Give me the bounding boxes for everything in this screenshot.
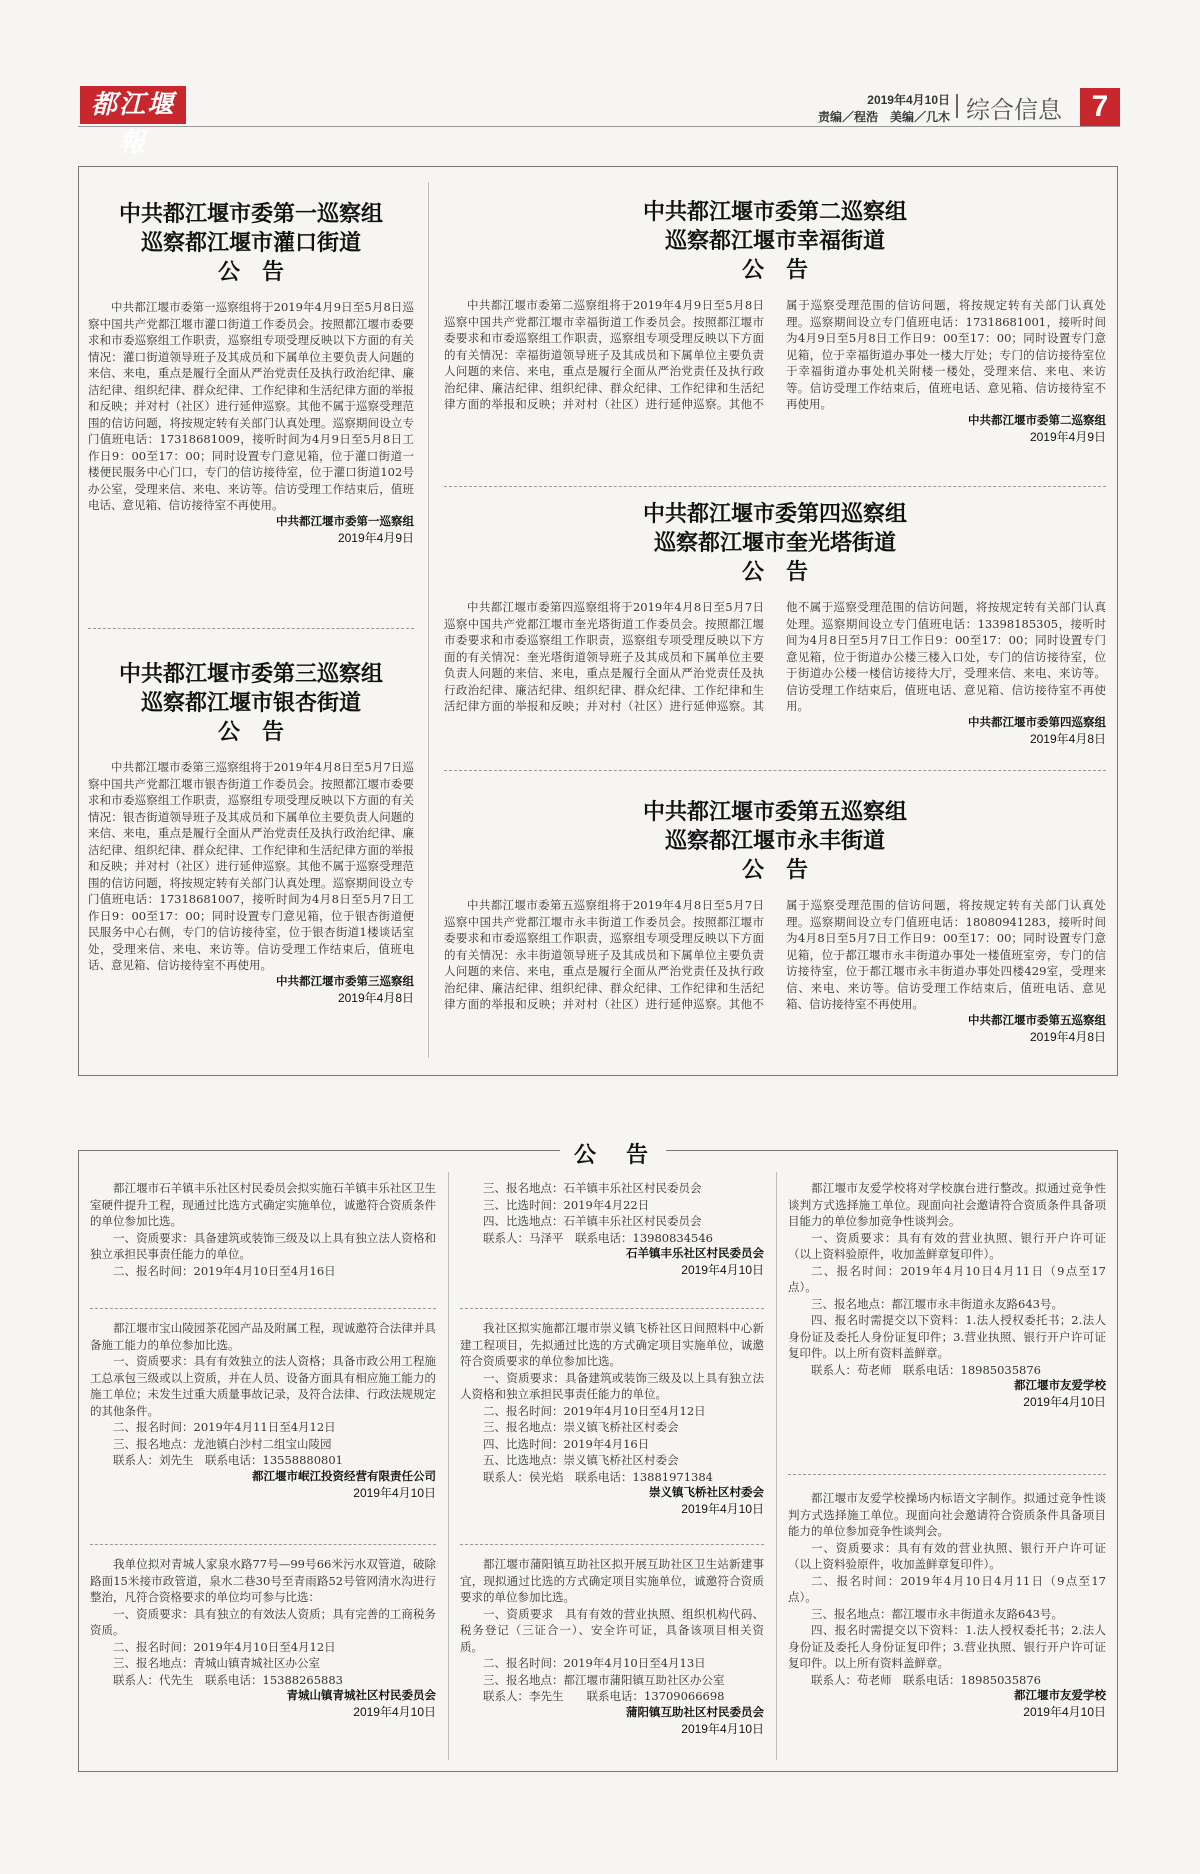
notice-date: 2019年4月9日 — [1029, 429, 1106, 444]
notice-date: 2019年4月8日 — [1029, 1029, 1106, 1044]
ad-line: 二、报名时间：2019年4月10日4月11日（9点至17点）。 — [788, 1573, 1106, 1604]
notice-fifth-inspection — [444, 798, 1106, 1045]
ad-line: 我社区拟实施都江堰市崇义镇飞桥社区日间照料中心新建工程项目，先拟通过比选的方式确定项目实施单位，诚邀符合资质要求的单位参加比选。 — [460, 1321, 764, 1368]
section-name: 综合信息 — [966, 96, 1062, 124]
notice-signer: 中共都江堰市委第三巡察组 — [276, 975, 414, 988]
notice-label: 公 告 — [217, 259, 284, 285]
ad-youai-flag-platform — [788, 1180, 1106, 1410]
ad-signer: 石羊镇丰乐社区村民委员会 — [626, 1248, 764, 1260]
ad-date: 2019年4月10日 — [1023, 1395, 1106, 1409]
announcements-title: 公 告 — [560, 1138, 666, 1169]
notice-title: 中共都江堰市委第三巡察组 — [118, 661, 383, 687]
ad-line: 二、报名时间：2019年4月10日至4月16日 — [113, 1263, 336, 1278]
ad-date: 2019年4月10日 — [681, 1502, 764, 1516]
ad-line: 四、报名时需提交以下资料：1.法人授权委托书；2.法人身份证及委托人身份证复印件；3.营业执照、银行开户许可证复印件。以上所有资料盖鲜章。 — [788, 1623, 1106, 1670]
ad-date: 2019年4月10日 — [1023, 1705, 1106, 1719]
notice-date: 2019年4月9日 — [337, 530, 414, 545]
page-number: 7 — [1080, 88, 1120, 126]
ad-line: 都江堰市友爱学校将对学校旗台进行整改。拟通过竞争性谈判方式选择施工单位。现面向社会邀请符合资质条件具备项目能力的单位参加竞争性谈判会。 — [788, 1181, 1106, 1228]
notice-body: 中共都江堰市委第五巡察组将于2019年4月8日至5月7日巡察中国共产党都江堰市永丰街道工作委员会。按照都江堰市委要求和市委巡察组工作职责，巡察组专项受理反映以下方面的有关情况：永丰街道领导班子及其成员和下属单位主要负责人问题的来信、来电，重点是履行全面从严治党责任及执行政治纪律、廉洁纪律、组织纪律、群众纪律、工作纪律和生活纪律方面的举报和反映；并对村（社区）进行延伸巡察。其他不属于巡察受理范围的信访问题，将按规定转有关部门认真处理。巡察期间设立专门值班电话：18080941283，接听时间为4月8日至5月7日工作日9：00至17：00；同时设置专门意见箱，位于都江堰市永丰街道办事处一楼值班室旁，专门的信访接待室，位于都江堰市永丰街道办事处四楼429室，受理来信、来电、来访等。信访受理工作结束后，值班电话、意见箱、信访接待室不再使用。 — [444, 898, 1106, 1011]
ad-separator — [788, 1474, 1106, 1475]
ad-line: 二、报名时间：2019年4月10日至4月12日 — [113, 1639, 336, 1654]
notice-separator — [444, 486, 1106, 487]
notice-signer: 中共都江堰市委第五巡察组 — [968, 1014, 1106, 1027]
notice-signer: 中共都江堰市委第二巡察组 — [968, 414, 1106, 427]
ad-line: 三、报名地点：崇义镇飞桥社区村委会 — [483, 1420, 679, 1434]
notice-subtitle: 巡察都江堰市奎光塔街道 — [653, 530, 896, 556]
ad-line: 一、资质要求：具有有效的营业执照、银行开户许可证（以上资料验原件，收加盖鲜章复印件）。 — [788, 1540, 1106, 1571]
ad-line: 四、比选地点：石羊镇丰乐社区村民委员会 — [483, 1214, 702, 1228]
notice-third-inspection — [88, 660, 414, 1006]
ad-signer: 都江堰市岷江投资经营有限责任公司 — [252, 1470, 436, 1483]
column-divider — [428, 182, 429, 1058]
ad-line: 都江堰市友爱学校操场内标语文字制作。拟通过竞争性谈判方式选择施工单位。现面向社会邀请符合资质条件具备项目能力的单位参加竞争性谈判会。 — [788, 1491, 1106, 1538]
notice-subtitle: 巡察都江堰市永丰街道 — [664, 828, 885, 854]
ad-line: 二、报名时间：2019年4月10日4月11日（9点至17点）。 — [788, 1263, 1106, 1294]
notice-signer: 中共都江堰市委第四巡察组 — [968, 716, 1106, 729]
ad-line: 联系人：刘先生 联系电话：13558880801 — [113, 1453, 343, 1467]
notice-title: 中共都江堰市委第五巡察组 — [642, 799, 907, 825]
ad-line: 我单位拟对青城人家泉水路77号—99号66米污水双管道，破除路面15米接市政管道，泉水二巷30号至青雨路52号管网清水沟进行整治，凡符合资格要求的单位均可参与比选： — [90, 1557, 436, 1604]
notice-body: 中共都江堰市委第二巡察组将于2019年4月9日至5月8日巡察中国共产党都江堰市幸福街道工作委员会。按照都江堰市委要求和市委巡察组工作职责，巡察组专项受理反映以下方面的有关情况：幸福街道领导班子及其成员和下属单位主要负责人问题的来信、来电，重点是履行全面从严治党责任及执行政治纪律、廉洁纪律、组织纪律、群众纪律、工作纪律和生活纪律方面的举报和反映；并对村（社区）进行延伸巡察。其他不属于巡察受理范围的信访问题，将按规定转有关部门认真处理。巡察期间设立专门值班电话：17318681001，接听时间为4月9日至5月8日工作日9：00至17：00；同时设置专门意见箱，位于幸福街道办事处一楼大厅处；专门的信访接待室位于幸福街道办事处机关附楼一楼处，受理来信、来电、来访等。信访受理工作结束后，值班电话、意见箱、信访接待室不再使用。 — [444, 298, 1106, 411]
ad-line: 四、比选时间：2019年4月16日 — [483, 1436, 650, 1451]
ad-separator — [460, 1308, 764, 1309]
ad-signer: 青城山镇青城社区村民委员会 — [286, 1690, 436, 1702]
ad-line: 一、资质要求：具备建筑或装饰三级及以上具有独立法人资格和独立承担民事责任能力的单位。 — [460, 1370, 764, 1401]
ad-line: 都江堰市宝山陵园茶花园产品及附属工程，现诚邀符合法律并具备施工能力的单位参加比选。 — [90, 1321, 436, 1352]
ad-line: 二、报名时间：2019年4月11日至4月12日 — [113, 1420, 336, 1434]
ad-line: 联系人：苟老师 联系电话：18985035876 — [811, 1672, 1041, 1687]
ad-shiyang-clinic — [90, 1180, 436, 1279]
ad-line: 一、资质要求：具备建筑或装饰三级及以上具有独立法人资格和独立承担民事责任能力的单位。 — [90, 1230, 436, 1261]
notice-title: 中共都江堰市委第二巡察组 — [642, 199, 907, 225]
ad-line: 都江堰市石羊镇丰乐社区村民委员会拟实施石羊镇丰乐社区卫生室硬件提升工程，现通过比选方式确定实施单位，诚邀符合资质条件的单位参加比选。 — [90, 1181, 436, 1228]
notice-date: 2019年4月8日 — [337, 990, 414, 1005]
ad-line: 联系人：李先生 联系电话：13709066698 — [483, 1689, 725, 1703]
ad-line: 联系人：侯光焰 联系电话：13881971384 — [483, 1469, 713, 1484]
notice-subtitle: 巡察都江堰市幸福街道 — [664, 228, 885, 254]
ad-date: 2019年4月10日 — [353, 1485, 436, 1500]
notice-label: 公 告 — [217, 719, 284, 745]
notice-subtitle: 巡察都江堰市银杏街道 — [140, 690, 361, 716]
ad-line: 二、报名时间：2019年4月10日至4月13日 — [483, 1656, 706, 1670]
column-divider — [448, 1172, 449, 1760]
ad-line: 联系人：代先生 联系电话：15388265883 — [113, 1672, 343, 1687]
ad-qingcheng-sewer — [90, 1556, 436, 1720]
ad-huzhu-health-station — [460, 1556, 764, 1737]
ad-youai-slogan — [788, 1490, 1106, 1720]
editor-credits: 责编／程浩 美编／几木 — [817, 110, 950, 124]
issue-date: 2019年4月10日 — [867, 93, 950, 107]
ad-signer: 蒲阳镇互助社区村民委员会 — [626, 1706, 764, 1719]
ad-line: 一、资质要求：具有独立的有效法人资质；具有完善的工商税务资质。 — [90, 1606, 436, 1637]
notice-first-inspection — [88, 200, 414, 546]
notice-separator — [444, 770, 1106, 771]
ad-signer: 崇义镇飞桥社区村委会 — [649, 1487, 764, 1499]
ad-line: 三、报名地点：青城山镇青城社区办公室 — [113, 1656, 320, 1670]
ad-line: 三、报名地点：龙池镇白沙村二组宝山陵园 — [113, 1436, 332, 1451]
header-rule — [78, 126, 1120, 127]
notice-second-inspection — [444, 198, 1106, 445]
ad-line: 三、报名地点：石羊镇丰乐社区村民委员会 — [483, 1181, 702, 1195]
notice-label: 公 告 — [741, 857, 808, 883]
ad-feiqiao-daycare — [460, 1320, 764, 1517]
ad-date: 2019年4月10日 — [681, 1263, 764, 1277]
ad-line: 三、报名地点：都江堰市永丰街道永友路643号。 — [811, 1606, 1063, 1621]
notice-subtitle: 巡察都江堰市灌口街道 — [140, 230, 361, 256]
ad-line: 三、报名地点：都江堰市永丰街道永友路643号。 — [811, 1296, 1063, 1311]
notice-title: 中共都江堰市委第四巡察组 — [642, 501, 907, 527]
ad-separator — [460, 1544, 764, 1545]
notice-separator — [88, 628, 414, 629]
notice-label: 公 告 — [741, 559, 808, 585]
ad-separator — [90, 1308, 436, 1309]
ad-separator — [90, 1544, 436, 1545]
column-divider — [776, 1172, 777, 1760]
header-divider — [956, 94, 958, 118]
ad-line: 五、比选地点：崇义镇飞桥社区村委会 — [483, 1453, 679, 1467]
notice-title: 中共都江堰市委第一巡察组 — [118, 201, 383, 227]
ad-line: 四、报名时需提交以下资料：1.法人授权委托书；2.法人身份证及委托人身份证复印件；3.营业执照、银行开户许可证复印件。以上所有资料盖鲜章。 — [788, 1313, 1106, 1360]
notice-body: 中共都江堰市委第四巡察组将于2019年4月8日至5月7日巡察中国共产党都江堰市奎光塔街道工作委员会。按照都江堰市委要求和市委巡察组工作职责，巡察组专项受理反映以下方面的有关情况：奎光塔街道领导班子及其成员和下属单位主要负责人问题的来信、来电，重点是履行全面从严治党责任及执行政治纪律、廉洁纪律、组织纪律、群众纪律、工作纪律和生活纪律方面的举报和反映；并对村（社区）进行延伸巡察。其他不属于巡察受理范围的信访问题，将按规定转有关部门认真处理。巡察期间设立专门值班电话：13398185305，接听时间为4月8日至5月7日工作日9：00至17：00；同时设置专门意见箱，位于街道办公楼三楼入口处，专门的信访接待室，位于街道办公楼一楼信访接待大厅，受理来信、来电、来访等。信访受理工作结束后，值班电话、意见箱、信访接待室不再使用。 — [444, 600, 1106, 713]
ad-line: 都江堰市蒲阳镇互助社区拟开展互助社区卫生站新建事宜，现拟通过比选的方式确定项目实施单位，诚邀符合资质要求的单位参加比选。 — [460, 1557, 764, 1604]
ad-line: 一、资质要求 具有有效的营业执照、组织机构代码、税务登记（三证合一）、安全许可证，具备该项目相关资质。 — [460, 1606, 764, 1654]
notice-fourth-inspection — [444, 500, 1106, 747]
ad-line: 一、资质要求：具有有效独立的法人资格；具备市政公用工程施工总承包三级或以上资质，并在人员、设备方面具有相应施工能力的施工单位；未发生过重大质量事故记录，及符合法律、行政法规规定的其他条件。 — [90, 1354, 436, 1418]
ad-date: 2019年4月10日 — [353, 1705, 436, 1719]
ad-shiyang-clinic-cont — [460, 1180, 764, 1278]
notice-body: 中共都江堰市委第一巡察组将于2019年4月9日至5月8日巡察中国共产党都江堰市灌口街道工作委员会。按照都江堰市委要求和市委巡察组工作职责，巡察组专项受理反映以下方面的有关情况：灌口街道领导班子及其成员和下属单位主要负责人问题的来信、来电，重点是履行全面从严治党责任及执行政治纪律、廉洁纪律、组织纪律、群众纪律、工作纪律和生活纪律方面的举报和反映；并对村（社区）进行延伸巡察。其他不属于巡察受理范围的信访问题，将按规定转有关部门认真处理。巡察期间设立专门值班电话：17318681009，接听时间为4月9日至5月8日工作日9：00至17：00；同时设置专门意见箱，位于灌口街道一楼便民服务中心门口，专门的信访接待室，位于灌口街道102号办公室，受理来信、来电、来访等。信访受理工作结束后，值班电话、意见箱、信访接待室不再使用。 — [88, 300, 414, 512]
ad-line: 联系人：苟老师 联系电话：18985035876 — [811, 1362, 1041, 1377]
newspaper-logo: 都江堰報 — [80, 86, 186, 124]
notice-date: 2019年4月8日 — [1029, 731, 1106, 746]
notice-body: 中共都江堰市委第三巡察组将于2019年4月8日至5月7日巡察中国共产党都江堰市银杏街道工作委员会。按照都江堰市委要求和市委巡察组工作职责，巡察组专项受理反映以下方面的有关情况：银杏街道领导班子及其成员和下属单位主要负责人问题的来信、来电，重点是履行全面从严治党责任及执行政治纪律、廉洁纪律、组织纪律、群众纪律、工作纪律和生活纪律方面的举报和反映；并对村（社区）进行延伸巡察。其他不属于巡察受理范围的信访问题，将按规定转有关部门认真处理。巡察期间设立专门值班电话：17318681007，接听时间为4月8日至5月7日工作日9：00至17：00；同时设置专门意见箱，位于银杏街道便民服务中心右侧，专门的信访接待室，位于银杏街道1楼谈话室处，受理来信、来电、来访等。信访受理工作结束后，值班电话、意见箱、信访接待室不再使用。 — [88, 760, 414, 972]
notice-label: 公 告 — [741, 257, 808, 283]
ad-signer: 都江堰市友爱学校 — [1014, 1380, 1106, 1392]
notice-signer: 中共都江堰市委第一巡察组 — [276, 515, 414, 528]
ad-line: 二、报名时间：2019年4月10日至4月12日 — [483, 1403, 706, 1418]
ad-line: 三、比选时间：2019年4月22日 — [483, 1197, 650, 1212]
ad-signer: 都江堰市友爱学校 — [1014, 1690, 1106, 1702]
ad-date: 2019年4月10日 — [681, 1721, 764, 1736]
ad-baoshan-cemetery — [90, 1320, 436, 1501]
ad-line: 联系人：马泽平 联系电话：13980834546 — [483, 1230, 713, 1245]
ad-line: 一、资质要求：具有有效的营业执照、银行开户许可证（以上资料验原件，收加盖鲜章复印件）。 — [788, 1230, 1106, 1261]
ad-line: 三、报名地点：都江堰市蒲阳镇互助社区办公室 — [483, 1672, 725, 1687]
